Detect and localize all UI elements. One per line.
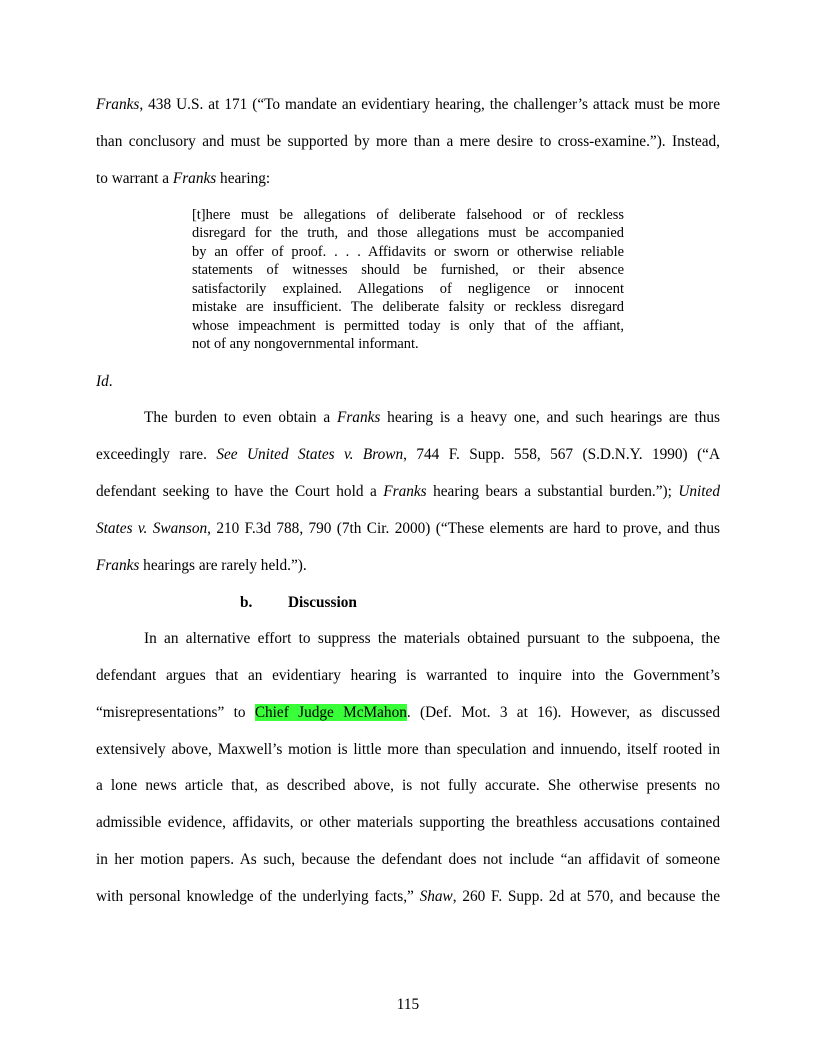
page-number: 115 xyxy=(396,996,420,1013)
body-line: than conclusory and must be supported by more than a mere desire to cross-examine.”). Instead, xyxy=(96,133,720,150)
body-line: In an alternative effort to suppress the materials obtained pursuant to the subpoena, the xyxy=(144,630,720,647)
body-line: Franks hearings are rarely held.”). xyxy=(96,557,307,574)
quote-line: satisfactorily explained. Allegations of negligence or innocent xyxy=(192,281,624,297)
section-label: b. xyxy=(240,594,253,611)
quote-line: whose impeachment is permitted today is only that of the affiant, xyxy=(192,318,624,334)
quote-line: disregard for the truth, and those allegations must be accompanied xyxy=(192,225,624,241)
body-line: extensively above, Maxwell’s motion is little more than speculation and innuendo, itself rooted in xyxy=(96,741,720,758)
section-title: Discussion xyxy=(288,594,357,611)
body-line: States v. Swanson, 210 F.3d 788, 790 (7th Cir. 2000) (“These elements are hard to prove, and thus xyxy=(96,520,720,537)
body-line: Franks, 438 U.S. at 171 (“To mandate an evidentiary hearing, the challenger’s attack must be more xyxy=(96,96,720,113)
body-line: exceedingly rare. See United States v. Brown, 744 F. Supp. 558, 567 (S.D.N.Y. 1990) (“A xyxy=(96,446,720,463)
citation-id: Id. xyxy=(96,373,113,390)
quote-line: mistake are insufficient. The deliberate falsity or reckless disregard xyxy=(192,299,624,315)
body-line: The burden to even obtain a Franks hearing is a heavy one, and such hearings are thus xyxy=(144,409,720,426)
body-line: in her motion papers. As such, because the defendant does not include “an affidavit of someone xyxy=(96,851,720,868)
body-line: a lone news article that, as described above, is not fully accurate. She otherwise presents no xyxy=(96,777,720,794)
highlighted-text: Chief Judge McMahon xyxy=(254,704,407,721)
body-line: to warrant a Franks hearing: xyxy=(96,170,271,187)
body-line: “misrepresentations” to Chief Judge McMahon. (Def. Mot. 3 at 16). However, as discussed xyxy=(96,704,720,721)
body-line: defendant seeking to have the Court hold a Franks hearing bears a substantial burden.”); United xyxy=(96,483,720,500)
quote-line: not of any nongovernmental informant. xyxy=(192,336,419,352)
body-line: admissible evidence, affidavits, or other materials supporting the breathless accusations contained xyxy=(96,814,720,831)
body-line: with personal knowledge of the underlying facts,” Shaw, 260 F. Supp. 2d at 570, and because the xyxy=(96,888,720,905)
quote-line: statements of witnesses should be furnished, or their absence xyxy=(192,262,624,278)
quote-line: [t]here must be allegations of deliberate falsehood or of reckless xyxy=(192,207,624,223)
body-line: defendant argues that an evidentiary hearing is warranted to inquire into the Government’s xyxy=(96,667,720,684)
quote-line: by an offer of proof. . . . Affidavits or sworn or otherwise reliable xyxy=(192,244,624,260)
